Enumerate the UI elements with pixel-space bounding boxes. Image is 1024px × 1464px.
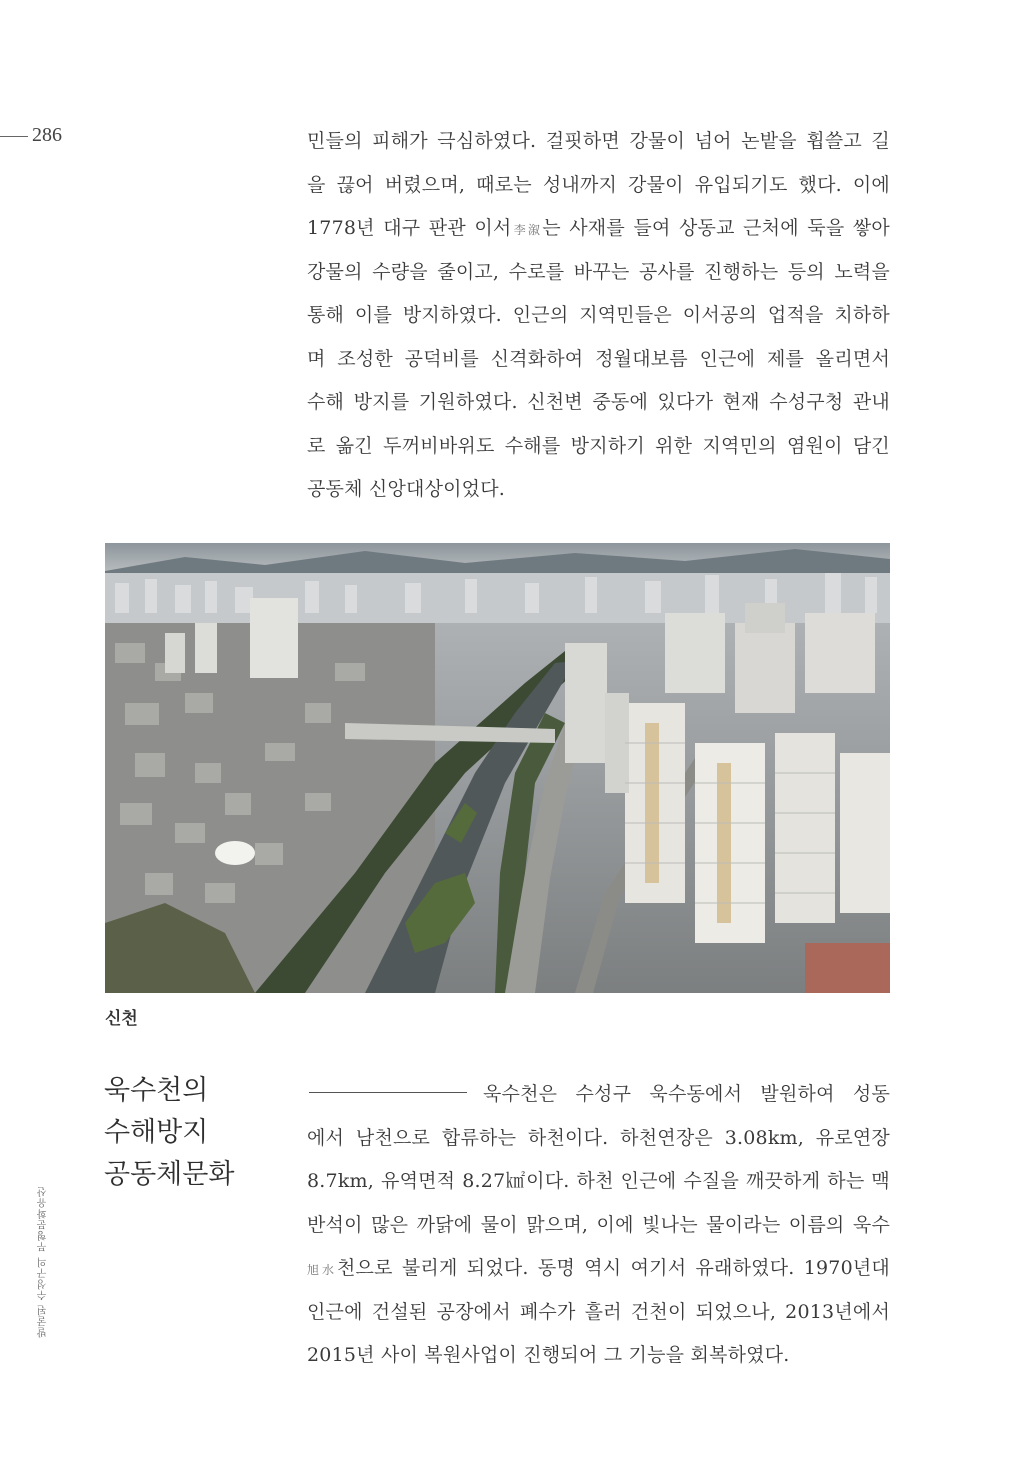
text-line: 며 조성한 공덕비를 신격화하여 정월대보름 인근에 제를 올리면서 — [307, 347, 890, 370]
upper-paragraph — [307, 120, 890, 512]
text-line: 욱수천은 수성구 욱수동에서 발원하여 성동 — [483, 1083, 890, 1105]
text-fragment: 천으로 불리게 되었다. 동명 역시 여기서 유래하였다. 1970년대 — [336, 1257, 890, 1279]
text-line: 에서 남천으로 합류하는 하천이다. 하천연장은 3.08km, 유로연장 — [307, 1126, 890, 1149]
text-line: 공동체 신앙대상이었다. — [307, 478, 506, 500]
text-fragment: 1778년 대구 판관 이서 — [307, 217, 512, 239]
aerial-photo-sincheon — [105, 543, 890, 993]
text-line: 강물의 수량을 줄이고, 수로를 바꾸는 공사를 진행하는 등의 노력을 — [307, 260, 890, 283]
text-line — [307, 1247, 890, 1291]
page-number-rule — [0, 136, 28, 137]
heading-line: 수해방지 — [104, 1117, 209, 1148]
lower-paragraph — [307, 1073, 890, 1378]
text-line: 로 옮긴 두꺼비바위도 수해를 방지하기 위한 지역민의 염원이 담긴 — [307, 434, 890, 457]
running-side-title: 발굴된 수성구의 무형문화유산 — [38, 1186, 49, 1338]
page-number: 286 — [32, 124, 62, 146]
text-fragment: 는 사재를 들여 상동교 근처에 둑을 쌓아 — [542, 217, 890, 239]
hanja-annotation: 李溆 — [511, 223, 543, 237]
text-line: 2015년 사이 복원사업이 진행되어 그 기능을 회복하였다. — [307, 1344, 790, 1366]
text-line: 8.7km, 유역면적 8.27㎢이다. 하천 인근에 수질을 깨끗하게 하는 맥 — [307, 1170, 890, 1192]
text-line: 반석이 많은 까닭에 물이 맑으며, 이에 빛나는 물이라는 이름의 욱수 — [307, 1213, 890, 1236]
section-heading — [104, 1070, 234, 1196]
hanja-annotation: 旭水 — [307, 1263, 337, 1277]
photo-caption: 신천 — [105, 1009, 138, 1029]
text-line: 민들의 피해가 극심하였다. 걸핏하면 강물이 넘어 논밭을 휩쓸고 길 — [307, 130, 890, 152]
heading-line: 공동체문화 — [104, 1159, 235, 1190]
text-line: 인근에 건설된 공장에서 폐수가 흘러 건천이 되었으나, 2013년에서 — [307, 1300, 890, 1323]
text-line: 통해 이를 방지하였다. 인근의 지역민들은 이서공의 업적을 치하하 — [307, 304, 890, 326]
text-line: 을 끊어 버렸으며, 때로는 성내까지 강물이 유입되기도 했다. 이에 — [307, 173, 890, 196]
heading-line: 욱수천의 — [104, 1075, 209, 1106]
text-line — [307, 207, 890, 251]
text-line: 수해 방지를 기원하였다. 신천변 중동에 있다가 현재 수성구청 관내 — [307, 391, 890, 413]
